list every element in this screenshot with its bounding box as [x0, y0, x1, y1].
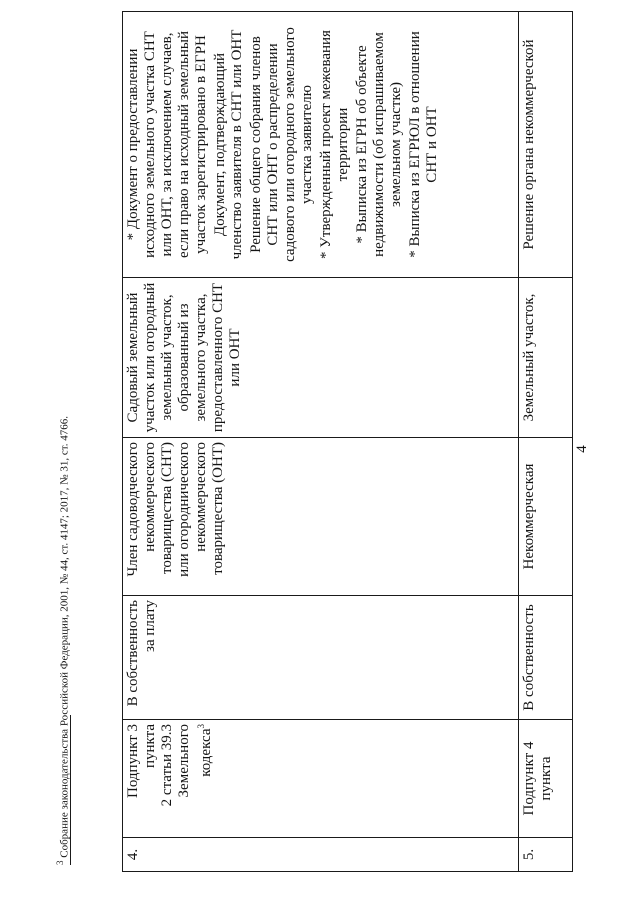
document-item: * Выписка из ЕГРЮЛ в отношении СНТ и ОНТ [407, 31, 440, 258]
documents-cell [123, 12, 519, 278]
table-row [519, 12, 573, 872]
table-row [123, 12, 519, 872]
row-number: 5. [519, 838, 573, 872]
row-number: 4. [123, 838, 519, 872]
footnote [55, 416, 71, 865]
basis-cell: Подпункт 4 пункта [519, 720, 573, 838]
basis-text: Подпункт 3 пункта 2 статьи 39.3 Земельного кодекса [125, 724, 214, 807]
document-item: Документ, подтверждающий членство заявителя в СНТ или ОНТ [212, 29, 245, 260]
footnote-ref: 3 [196, 724, 206, 729]
documents-cell: Решение органа некоммерческой [519, 12, 573, 278]
footnote-marker: 3 [55, 860, 65, 865]
document-item: * Утвержденный проект межевания территории [318, 30, 351, 259]
page-number: 4 [574, 445, 590, 453]
applicant-cell: Некоммерческая [519, 438, 573, 596]
land-plot-cell: Земельный участок, [519, 278, 573, 438]
footnote-text: Собрание законодательства Российской Федерации, 2001, № 44, ст. 4147; 2017, № 31, ст. 4766. [58, 416, 71, 858]
applicant-cell: Член садоводческого некоммерческого товарищества (СНТ) или огороднического некоммерческого товарищества (ОНТ) [123, 438, 519, 596]
procedure-table [122, 11, 573, 872]
right-type-cell: В собственность [519, 596, 573, 720]
land-plot-cell: Садовый земельный участок или огородный земельный участок, образованный из земельного участка, предоставленного СНТ или ОНТ [123, 278, 519, 438]
basis-cell [123, 720, 519, 838]
document-item: Решение общего собрания членов СНТ или ОНТ о распределении садового или огородного земельного участка заявителю [248, 27, 315, 262]
right-type-cell: В собственность за плату [123, 596, 519, 720]
document-item: * Документ о предоставлении исходного земельного участка СНТ или ОНТ, за исключением случаев, если право на исходный земельный участок зарегистрировано в ЕГРН [125, 31, 209, 258]
document-item: * Выписка из ЕГРН об объекте недвижимости (об испрашиваемом земельном участке) [354, 32, 404, 257]
